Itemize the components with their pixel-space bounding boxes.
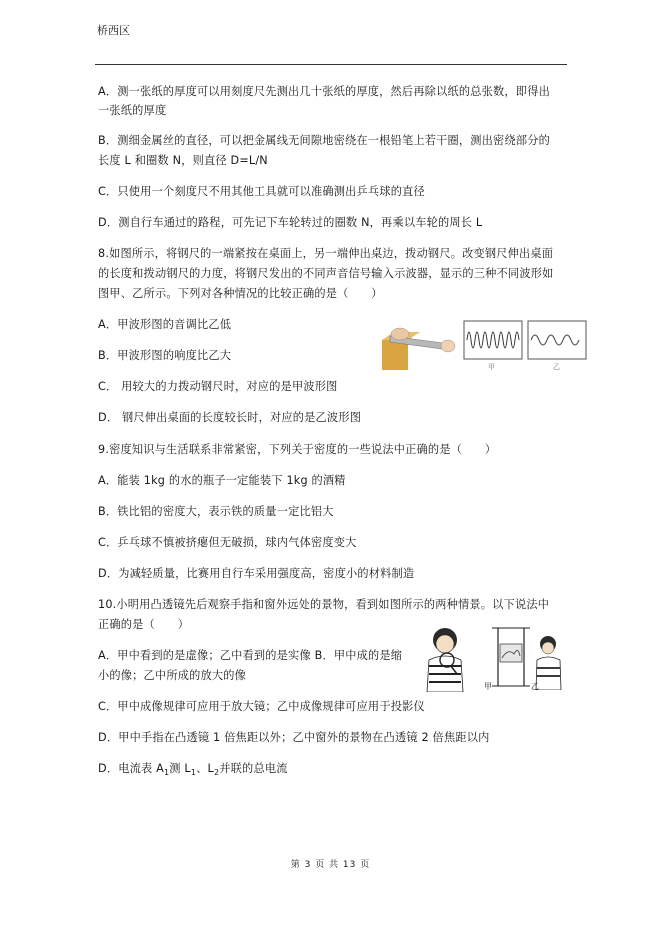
q7-option-b-line1: B．测细金属丝的直径，可以把金属线无间隙地密绕在一根铅笔上若干圈，测出密绕部分的 [98, 134, 550, 147]
header-rule [95, 64, 567, 65]
region-header: 桥西区 [97, 24, 130, 37]
q8-stem-line1: 8.如图所示，将钢尺的一端紧按在桌面上，另一端伸出桌边，拨动钢尺。改变钢尺伸出桌面 [98, 247, 554, 260]
ammeter-text-2: 测 L [169, 762, 191, 775]
ammeter-text-4: 并联的总电流 [219, 762, 288, 775]
q7-option-b-line2: 长度 L 和圈数 N，则直径 D=L/N [98, 154, 268, 167]
q9-option-a: A．能装 1kg 的水的瓶子一定能装下 1kg 的酒精 [98, 474, 346, 487]
waveform-yi-label: 乙 [553, 363, 561, 371]
ruler-figure [380, 322, 462, 372]
q9-stem: 9.密度知识与生活联系非常紧密，下列关于密度的一些说法中正确的是（ ） [98, 443, 497, 456]
q8-option-a: A．甲波形图的音调比乙低 [98, 318, 232, 331]
waveform-jia-label: 甲 [488, 363, 496, 371]
q9-option-d: D．为减轻质量，比赛用自行车采用强度高，密度小的材料制造 [98, 567, 415, 580]
q8-option-b: B．甲波形图的响度比乙大 [98, 349, 232, 362]
q10-stem-line2: 正确的是（ ） [98, 618, 190, 631]
page-footer: 第 3 页 共 13 页 [290, 860, 371, 870]
ammeter-sub-1: 1 [163, 768, 170, 778]
figure-label-jia: 甲 [484, 682, 493, 691]
q10-option-a-line2: 小的像；乙中所成的放大的像 [98, 669, 247, 682]
q7-option-d: D．测自行车通过的路程，可先记下车轮转过的圈数 N，再乘以车轮的周长 L [98, 216, 483, 229]
ammeter-sub-2: 1 [190, 768, 197, 778]
q9-option-b: B．铁比铝的密度大，表示铁的质量一定比铝大 [98, 505, 334, 518]
q8-option-d: D． 钢尺伸出桌面的长度较长时，对应的是乙波形图 [98, 411, 362, 424]
q10-option-d: D．甲中手指在凸透镜 1 倍焦距以外；乙中窗外的景物在凸透镜 2 倍焦距以内 [98, 731, 490, 744]
q8-stem-line2: 的长度和拨动钢尺的力度，将钢尺发出的不同声音信号输入示波器，显示的三种不同波形如 [98, 267, 554, 280]
q7-option-c: C．只使用一个刻度尺不用其他工具就可以准确测出乒乓球的直径 [98, 185, 425, 198]
figure-label-yi: 乙 [531, 682, 540, 691]
q10-option-ammeter [98, 762, 288, 780]
q10-option-a-line1: A．甲中看到的是虚像；乙中看到的是实像 B．甲中成的是缩 [98, 649, 403, 662]
q9-option-c: C．乒乓球不慎被挤瘪但无破损，球内气体密度变大 [98, 536, 357, 549]
q7-option-a-line1: A．测一张纸的厚度可以用刻度尺先测出几十张纸的厚度，然后再除以纸的总张数，即得出 [98, 85, 550, 98]
q7-option-a-line2: 一张纸的厚度 [98, 104, 167, 117]
window-figure [490, 624, 568, 690]
magnifier-figure [415, 622, 487, 692]
q10-stem-line1: 10.小明用凸透镜先后观察手指和窗外远处的景物，看到如图所示的两种情景。以下说法中 [98, 598, 550, 611]
q10-option-c: C．甲中成像规律可应用于放大镜；乙中成像规律可应用于投影仪 [98, 700, 425, 713]
q8-option-c: C． 用较大的力拨动钢尺时，对应的是甲波形图 [98, 380, 338, 393]
q8-stem-line3: 图甲、乙所示。下列对各种情况的比较正确的是（ ） [98, 287, 383, 300]
ammeter-text-3: 、L [196, 762, 214, 775]
ammeter-sub-3: 2 [213, 768, 220, 778]
ammeter-text-1: D．电流表 A [98, 762, 164, 775]
